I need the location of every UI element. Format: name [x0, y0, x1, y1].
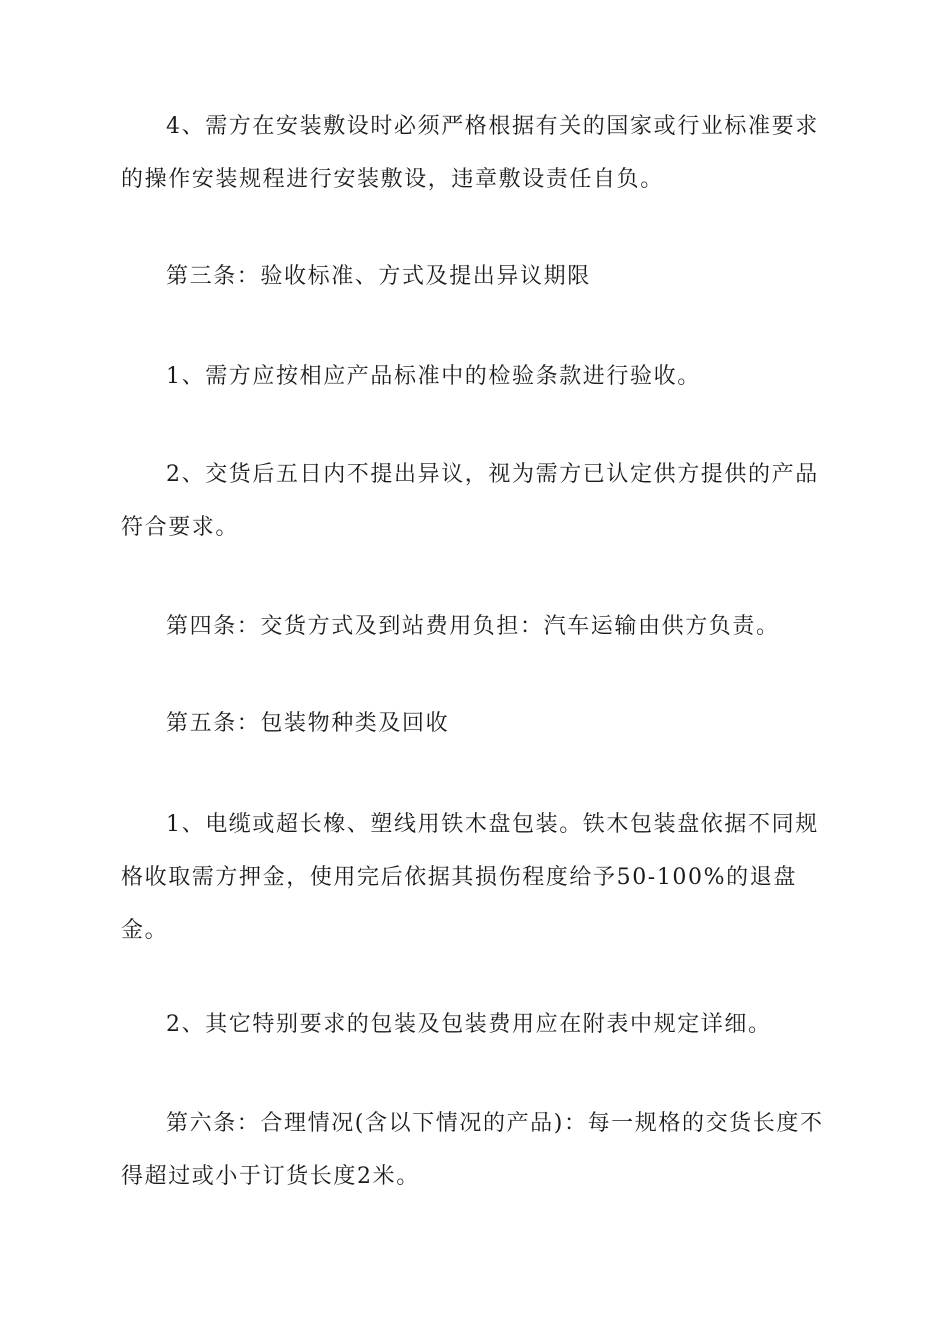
article-five-heading: 第五条：包装物种类及回收: [166, 711, 450, 736]
clause-paragraph-installation: 4、需方在安装敷设时必须严格根据有关的国家或行业标准要求的操作安装规程进行安装敷设，违章敷设责任自负。: [121, 114, 819, 192]
clause-paragraph-objection: 2、交货后五日内不提出异议，视为需方已认定供方提供的产品符合要求。: [121, 462, 819, 540]
clause-paragraph-inspection: 1、需方应按相应产品标准中的检验条款进行验收。: [166, 364, 701, 389]
clause-paragraph-packaging: 1、电缆或超长橡、塑线用铁木盘包装。铁木包装盘依据不同规格收取需方押金，使用完后依据其损伤程度给予50-100%的退盘金。: [121, 812, 819, 943]
clause-paragraph-special-packaging: 2、其它特别要求的包装及包装费用应在附表中规定详细。: [166, 1012, 772, 1037]
article-six-paragraph: 第六条：合理情况(含以下情况的产品)：每一规格的交货长度不得超过或小于订货长度2米。: [121, 1111, 824, 1189]
article-three-heading: 第三条：验收标准、方式及提出异议期限: [166, 264, 591, 289]
article-four-paragraph: 第四条：交货方式及到站费用负担：汽车运输由供方负责。: [166, 614, 780, 639]
